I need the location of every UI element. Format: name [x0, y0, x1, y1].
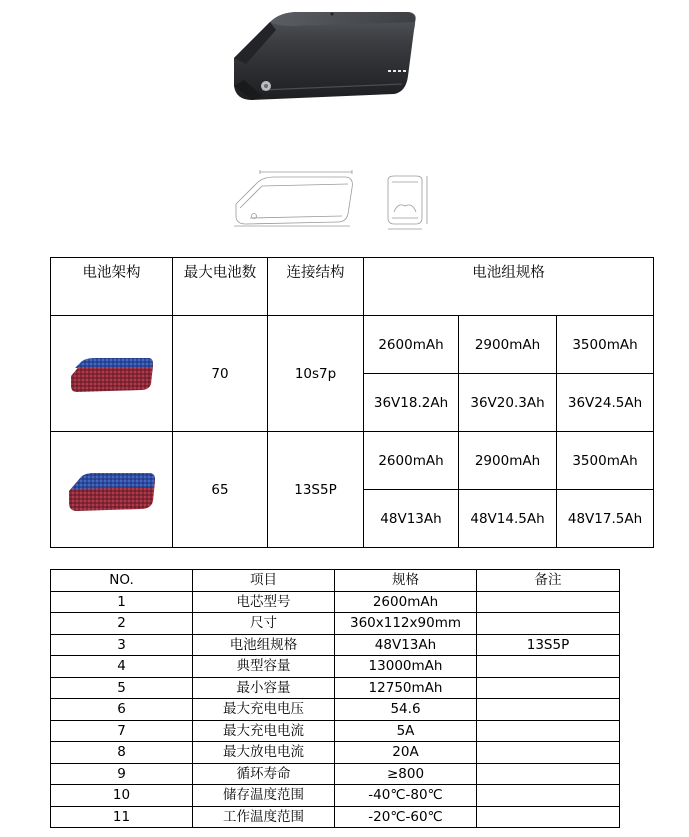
cell-pack-10s7p-image [69, 354, 155, 394]
param-spec: -40℃-80℃ [335, 785, 477, 807]
pack-spec-cell: 36V20.3Ah [459, 374, 557, 432]
parameter-table [50, 569, 620, 828]
battery-front-drawing [382, 172, 432, 232]
param-header-remark: 备注 [477, 570, 620, 592]
param-remark [477, 699, 620, 721]
battery-spec-table [50, 257, 654, 548]
capacity-cell: 2900mAh [459, 316, 557, 374]
table-row [51, 699, 620, 721]
param-no: 5 [51, 677, 193, 699]
header-architecture: 电池架构 [51, 258, 173, 316]
param-header-item: 项目 [193, 570, 335, 592]
pack-spec-cell: 48V13Ah [364, 490, 459, 548]
battery-product-image [222, 0, 424, 110]
parameter-table-body [51, 591, 620, 828]
header-pack-spec: 电池组规格 [364, 258, 654, 316]
param-remark [477, 677, 620, 699]
max-cells-1: 70 [173, 316, 268, 432]
param-no: 6 [51, 699, 193, 721]
table-row [51, 785, 620, 807]
table-row [51, 806, 620, 828]
param-remark [477, 806, 620, 828]
param-remark [477, 742, 620, 764]
param-item: 储存温度范围 [193, 785, 335, 807]
table-row [51, 677, 620, 699]
param-spec: 20A [335, 742, 477, 764]
param-header-no: NO. [51, 570, 193, 592]
param-no: 11 [51, 806, 193, 828]
param-header-spec: 规格 [335, 570, 477, 592]
battery-side-drawing [232, 168, 360, 230]
param-no: 4 [51, 656, 193, 678]
param-spec: -20℃-60℃ [335, 806, 477, 828]
param-remark [477, 763, 620, 785]
param-remark [477, 613, 620, 635]
param-item: 循环寿命 [193, 763, 335, 785]
table-row [51, 720, 620, 742]
pack-spec-cell: 36V18.2Ah [364, 374, 459, 432]
capacity-cell: 2600mAh [364, 432, 459, 490]
param-item: 最小容量 [193, 677, 335, 699]
param-spec: 54.6 [335, 699, 477, 721]
param-item: 最大放电电流 [193, 742, 335, 764]
param-item: 尺寸 [193, 613, 335, 635]
param-no: 7 [51, 720, 193, 742]
capacity-cell: 2600mAh [364, 316, 459, 374]
param-remark [477, 591, 620, 613]
pack-spec-cell: 36V24.5Ah [557, 374, 654, 432]
param-spec: 2600mAh [335, 591, 477, 613]
param-item: 典型容量 [193, 656, 335, 678]
param-item: 最大充电电流 [193, 720, 335, 742]
capacity-cell: 2900mAh [459, 432, 557, 490]
param-remark [477, 785, 620, 807]
table-row [51, 613, 620, 635]
table-row [51, 591, 620, 613]
param-item: 最大充电电压 [193, 699, 335, 721]
pack-spec-cell: 48V17.5Ah [557, 490, 654, 548]
connection-2: 13S5P [268, 432, 364, 548]
param-spec: 5A [335, 720, 477, 742]
cell-pack-image-2 [51, 432, 173, 548]
param-no: 1 [51, 591, 193, 613]
param-spec: 12750mAh [335, 677, 477, 699]
param-item: 工作温度范围 [193, 806, 335, 828]
max-cells-2: 65 [173, 432, 268, 548]
table-row [51, 634, 620, 656]
cell-pack-image-1 [51, 316, 173, 432]
param-item: 电芯型号 [193, 591, 335, 613]
param-item: 电池组规格 [193, 634, 335, 656]
pack-spec-cell: 48V14.5Ah [459, 490, 557, 548]
capacity-cell: 3500mAh [557, 432, 654, 490]
param-spec: 48V13Ah [335, 634, 477, 656]
header-max-cells: 最大电池数 [173, 258, 268, 316]
param-no: 10 [51, 785, 193, 807]
param-no: 8 [51, 742, 193, 764]
param-spec: ≥800 [335, 763, 477, 785]
capacity-cell: 3500mAh [557, 316, 654, 374]
param-no: 2 [51, 613, 193, 635]
table-row [51, 742, 620, 764]
param-remark [477, 656, 620, 678]
param-no: 9 [51, 763, 193, 785]
table-row [51, 656, 620, 678]
param-spec: 360x112x90mm [335, 613, 477, 635]
cell-pack-13s5p-image [67, 467, 157, 513]
table-row [51, 763, 620, 785]
param-spec: 13000mAh [335, 656, 477, 678]
header-connection: 连接结构 [268, 258, 364, 316]
param-no: 3 [51, 634, 193, 656]
param-remark: 13S5P [477, 634, 620, 656]
connection-1: 10s7p [268, 316, 364, 432]
param-remark [477, 720, 620, 742]
